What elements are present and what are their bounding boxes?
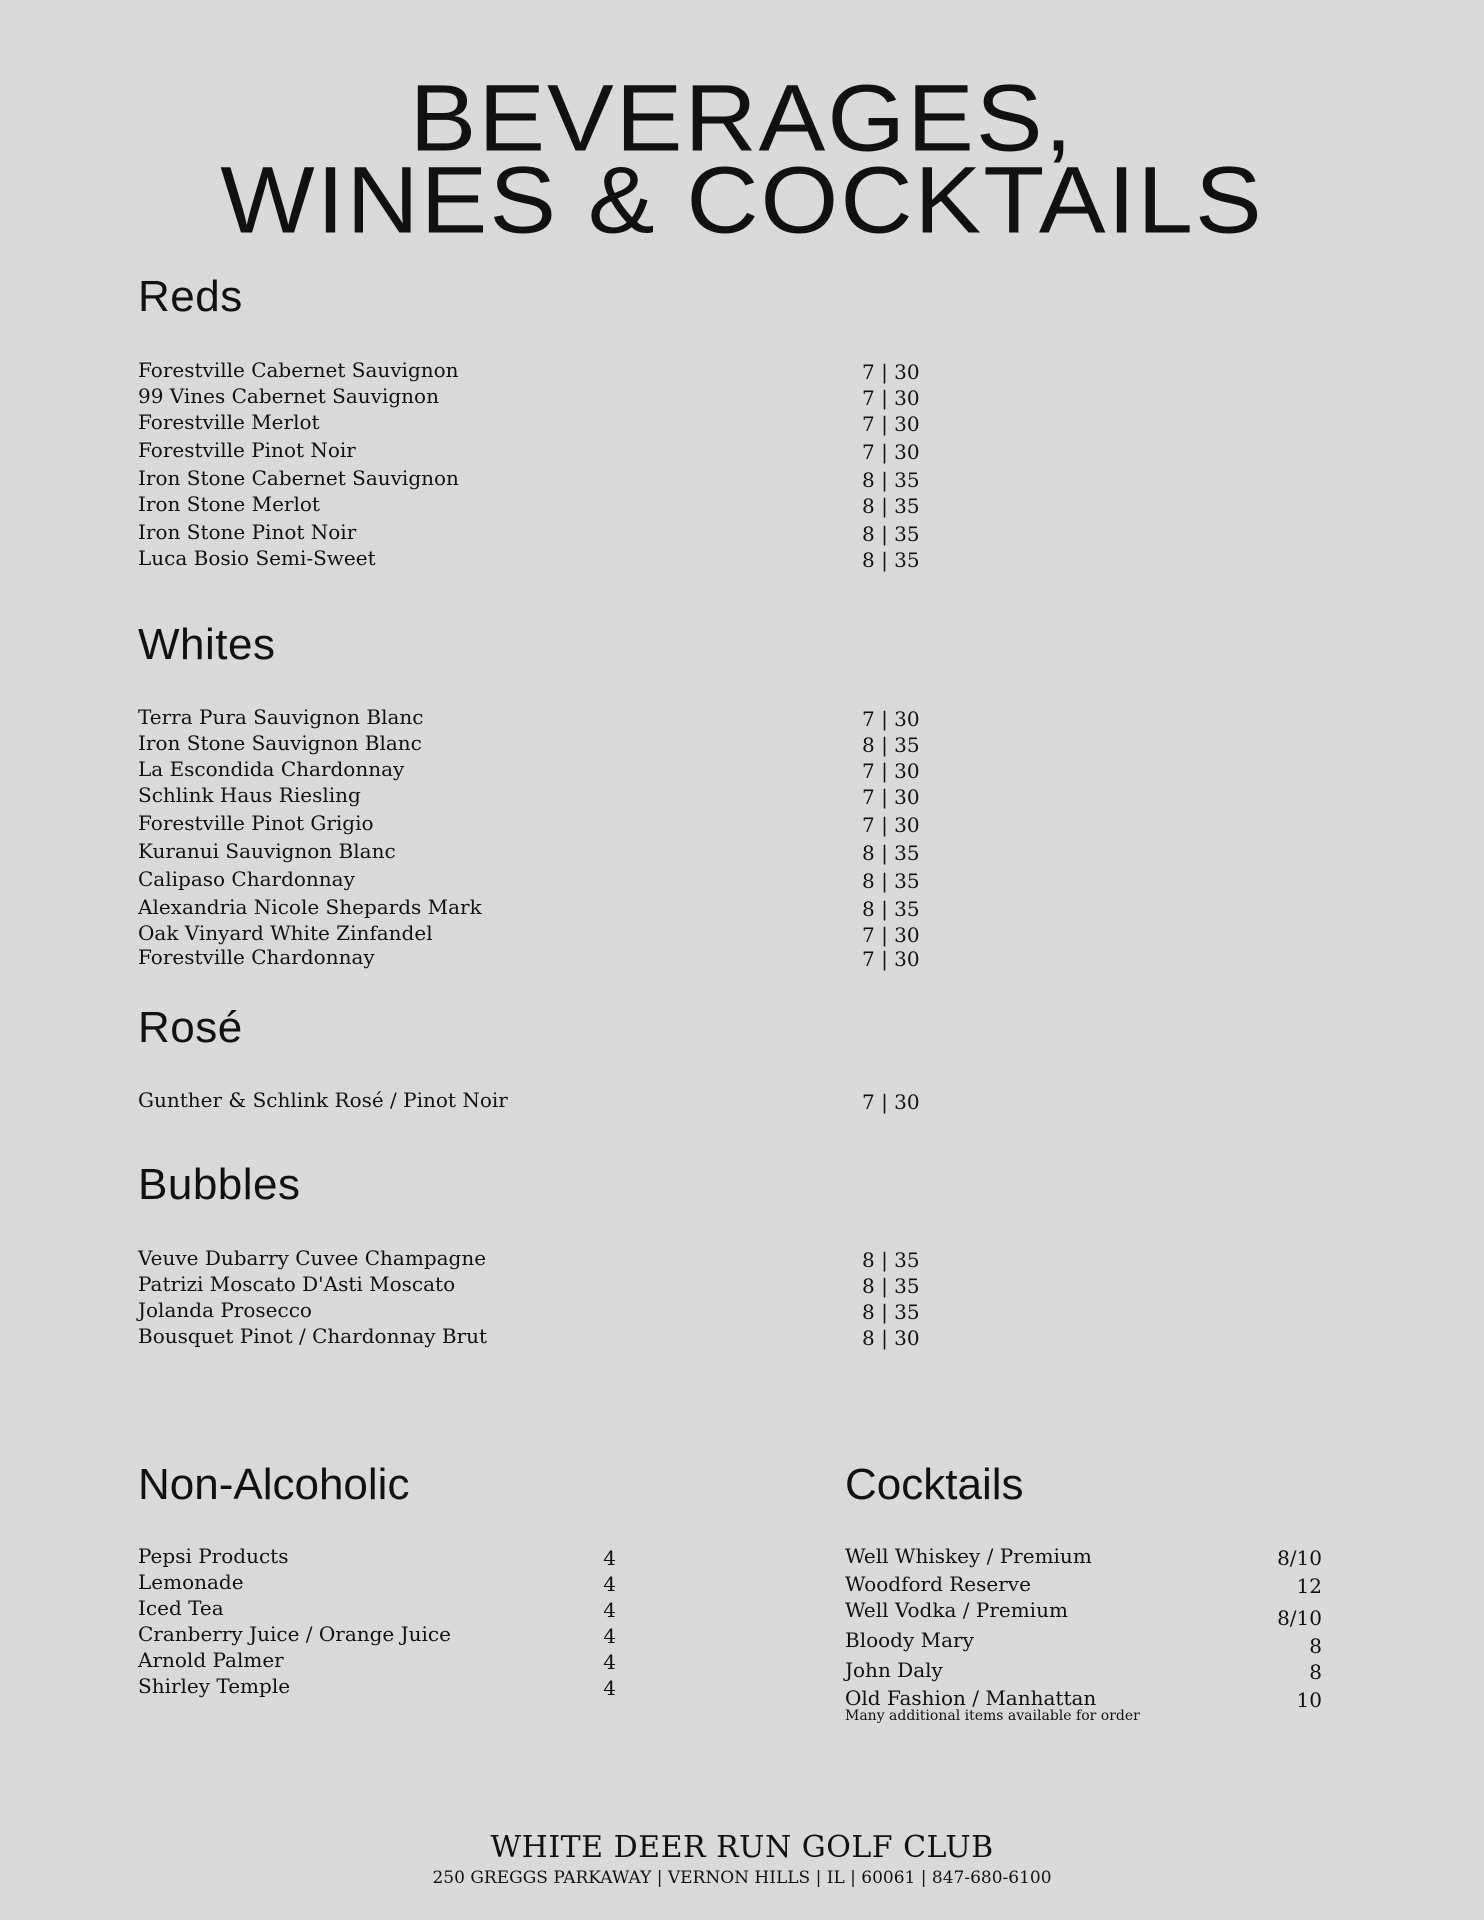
list-item <box>138 811 1348 839</box>
club-name: WHITE DEER RUN GOLF CLUB <box>490 1830 994 1865</box>
item-price: 7 | 30 <box>862 923 920 947</box>
item-name: Cranberry Juice / Orange Juice <box>138 1622 451 1646</box>
cocktails-list <box>845 1544 1322 1724</box>
club-address: 250 GREGGS PARKAWAY | VERNON HILLS | IL | 60061 | 847-680-6100 <box>432 1868 1052 1888</box>
item-price: 8 | 35 <box>862 548 920 572</box>
item-price: 8 | 35 <box>862 1300 920 1324</box>
list-item <box>138 410 1348 438</box>
rose-list <box>138 1088 1348 1114</box>
item-price: 4 <box>603 1650 616 1674</box>
item-price: 7 | 30 <box>862 785 920 809</box>
list-item <box>138 1648 616 1674</box>
section-title-bubbles: Bubbles <box>138 1160 301 1209</box>
item-name: Veuve Dubarry Cuvee Champagne <box>138 1246 487 1270</box>
list-item <box>138 1596 616 1622</box>
item-name: Terra Pura Sauvignon Blanc <box>138 705 424 729</box>
item-name: La Escondida Chardonnay <box>138 757 405 781</box>
item-price: 4 <box>603 1624 616 1648</box>
item-price: 7 | 30 <box>862 1090 920 1114</box>
item-name: Iron Stone Cabernet Sauvignon <box>138 466 459 490</box>
item-name: Calipaso Chardonnay <box>138 867 355 891</box>
list-item <box>138 438 1348 466</box>
item-price: 7 | 30 <box>862 440 920 464</box>
item-price: 8 <box>1309 1634 1322 1658</box>
item-name: Luca Bosio Semi-Sweet <box>138 546 376 570</box>
item-name: Iced Tea <box>138 1596 224 1620</box>
item-name: Forestville Pinot Noir <box>138 438 356 462</box>
item-name: Shirley Temple <box>138 1674 291 1698</box>
item-name: Alexandria Nicole Shepards Mark <box>138 895 482 919</box>
item-name: Iron Stone Merlot <box>138 492 320 516</box>
item-name: Old Fashion / Manhattan <box>845 1686 1097 1710</box>
item-name: Bloody Mary <box>845 1628 974 1652</box>
cocktails-note: Many additional items available for order <box>845 1708 1140 1724</box>
list-item <box>138 757 1348 783</box>
list-item <box>845 1544 1322 1572</box>
item-price: 4 <box>603 1676 616 1700</box>
item-name: Patrizi Moscato D'Asti Moscato <box>138 1272 456 1296</box>
list-item <box>138 384 1348 410</box>
list-item <box>138 1622 616 1648</box>
item-name: Forestville Chardonnay <box>138 945 375 969</box>
item-name: Iron Stone Pinot Noir <box>138 520 357 544</box>
item-name: Jolanda Prosecco <box>138 1298 312 1322</box>
item-name: Pepsi Products <box>138 1544 289 1568</box>
item-price: 4 <box>603 1572 616 1596</box>
list-item <box>138 1088 1348 1114</box>
list-item <box>138 1324 1348 1350</box>
list-item <box>845 1572 1322 1598</box>
item-name: Arnold Palmer <box>138 1648 284 1672</box>
list-item <box>845 1658 1322 1686</box>
item-price: 7 | 30 <box>862 813 920 837</box>
item-price: 8/10 <box>1277 1546 1322 1570</box>
item-name: Woodford Reserve <box>845 1572 1031 1596</box>
item-name: Kuranui Sauvignon Blanc <box>138 839 396 863</box>
item-price: 10 <box>1296 1688 1322 1712</box>
item-price: 8 | 35 <box>862 468 920 492</box>
list-item <box>138 1674 616 1700</box>
item-price: 8 | 35 <box>862 1248 920 1272</box>
item-price: 8 | 35 <box>862 1274 920 1298</box>
whites-list <box>138 705 1348 971</box>
item-name: Iron Stone Sauvignon Blanc <box>138 731 422 755</box>
item-name: Bousquet Pinot / Chardonnay Brut <box>138 1324 488 1348</box>
item-name: Forestville Merlot <box>138 410 320 434</box>
list-item <box>138 520 1348 546</box>
item-price: 8 | 35 <box>862 733 920 757</box>
item-price: 8 | 35 <box>862 841 920 865</box>
list-item <box>845 1628 1322 1658</box>
list-item <box>138 895 1348 921</box>
item-price: 8 <box>1309 1660 1322 1684</box>
list-item <box>845 1686 1322 1712</box>
item-price: 8 | 35 <box>862 897 920 921</box>
item-name: Gunther & Schlink Rosé / Pinot Noir <box>138 1088 508 1112</box>
list-item <box>138 546 1348 572</box>
list-item <box>138 839 1348 867</box>
bubbles-list <box>138 1246 1348 1350</box>
section-title-whites: Whites <box>138 620 276 669</box>
item-price: 4 <box>603 1598 616 1622</box>
list-item <box>138 466 1348 492</box>
item-name: 99 Vines Cabernet Sauvignon <box>138 384 439 408</box>
item-name: Forestville Pinot Grigio <box>138 811 374 835</box>
item-price: 12 <box>1296 1574 1322 1598</box>
list-item <box>138 1570 616 1596</box>
list-item <box>138 867 1348 895</box>
reds-list <box>138 358 1348 572</box>
item-name: Well Vodka / Premium <box>845 1598 1068 1622</box>
non-alcoholic-list <box>138 1544 616 1700</box>
item-price: 7 | 30 <box>862 947 920 971</box>
list-item <box>845 1598 1322 1628</box>
item-name: Forestville Cabernet Sauvignon <box>138 358 459 382</box>
item-price: 8 | 30 <box>862 1326 920 1350</box>
item-name: Oak Vinyard White Zinfandel <box>138 921 433 945</box>
item-price: 8 | 35 <box>862 869 920 893</box>
section-title-cocktails: Cocktails <box>845 1460 1024 1509</box>
item-price: 8 | 35 <box>862 522 920 546</box>
item-name: Lemonade <box>138 1570 244 1594</box>
item-price: 7 | 30 <box>862 386 920 410</box>
list-item <box>138 731 1348 757</box>
item-name: Schlink Haus Riesling <box>138 783 361 807</box>
list-item <box>138 1272 1348 1298</box>
item-name: John Daly <box>845 1658 943 1682</box>
list-item <box>138 921 1348 945</box>
list-item <box>138 705 1348 731</box>
item-name: Well Whiskey / Premium <box>845 1544 1092 1568</box>
list-item <box>138 492 1348 520</box>
list-item <box>138 1246 1348 1272</box>
item-price: 4 <box>603 1546 616 1570</box>
list-item <box>138 1298 1348 1324</box>
item-price: 7 | 30 <box>862 412 920 436</box>
section-title-rose: Rosé <box>138 1003 243 1052</box>
item-price: 7 | 30 <box>862 360 920 384</box>
section-title-reds: Reds <box>138 272 243 321</box>
section-title-non-alcoholic: Non-Alcoholic <box>138 1460 410 1509</box>
list-item <box>138 358 1348 384</box>
list-item <box>138 945 1348 971</box>
item-price: 7 | 30 <box>862 707 920 731</box>
item-price: 7 | 30 <box>862 759 920 783</box>
item-price: 8/10 <box>1277 1606 1322 1630</box>
list-item <box>138 1544 616 1570</box>
page-title-line-2: WINES & COCKTAILS <box>220 146 1264 254</box>
list-item <box>138 783 1348 811</box>
item-price: 8 | 35 <box>862 494 920 518</box>
page-title-line-1: BEVERAGES, <box>409 64 1075 172</box>
